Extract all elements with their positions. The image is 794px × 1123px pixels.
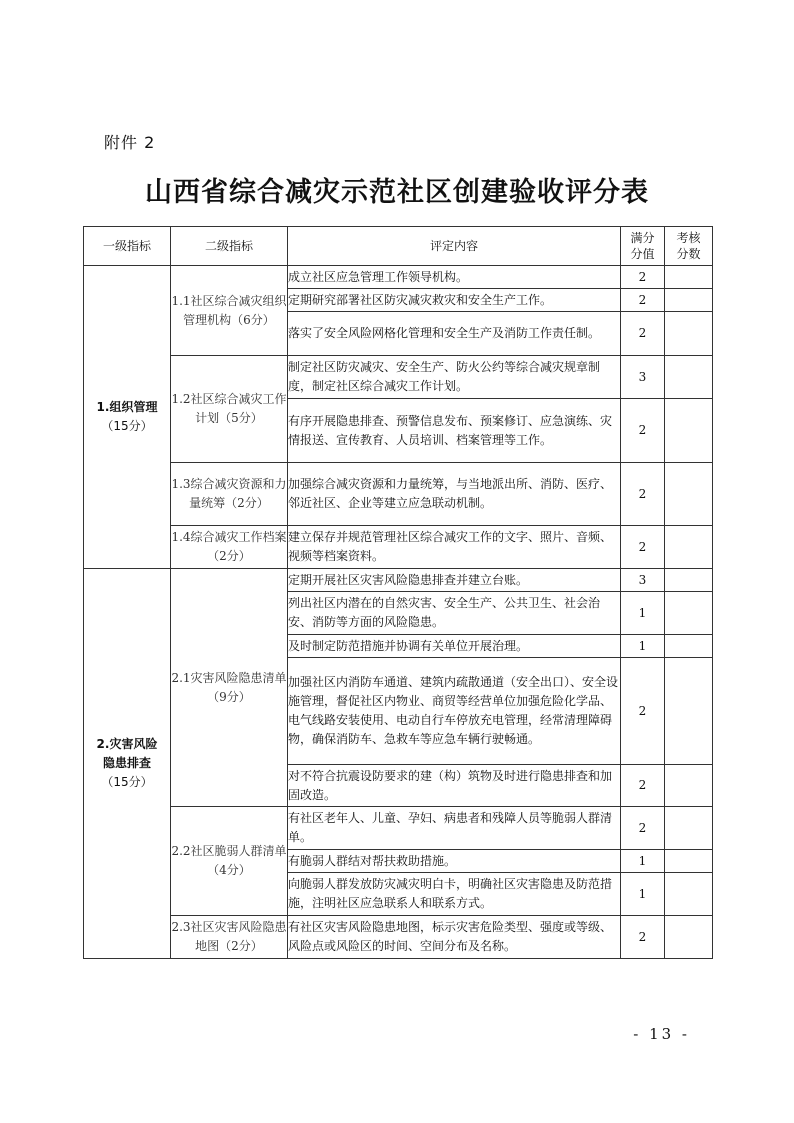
document-title: 山西省综合减灾示范社区创建验收评分表 bbox=[145, 177, 649, 208]
attachment-label: 附件 2 bbox=[104, 133, 156, 152]
criteria-content: 有序开展隐患排查、预警信息发布、预案修订、应急演练、灾情报送、宣传教育、人员培训、档案管理等工作。 bbox=[288, 399, 621, 463]
level2-indicator: 2.3社区灾害风险隐患地图（2分） bbox=[171, 916, 288, 959]
table-header-row bbox=[84, 227, 713, 266]
criteria-content: 建立保存并规范管理社区综合减灾工作的文字、照片、音频、视频等档案资料。 bbox=[288, 526, 621, 569]
criteria-content: 向脆弱人群发放防灾减灾明白卡，明确社区灾害隐患及防范措施，注明社区应急联系人和联系方式。 bbox=[288, 873, 621, 916]
table-row bbox=[84, 569, 713, 592]
criteria-content: 定期研究部署社区防灾减灾救灾和安全生产工作。 bbox=[288, 289, 621, 312]
max-score-cell: 3 bbox=[621, 356, 665, 399]
header-assessment-line1: 考核 bbox=[676, 231, 701, 245]
max-score-cell: 2 bbox=[621, 807, 665, 850]
criteria-content: 加强综合减灾资源和力量统筹，与当地派出所、消防、医疗、邻近社区、企业等建立应急联动机制。 bbox=[288, 463, 621, 526]
criteria-content: 落实了安全风险网格化管理和安全生产及消防工作责任制。 bbox=[288, 312, 621, 356]
assessment-score-cell[interactable] bbox=[665, 399, 713, 463]
level2-indicator: 2.1灾害风险隐患清单（9分） bbox=[171, 569, 288, 807]
criteria-content: 有脆弱人群结对帮扶救助措施。 bbox=[288, 850, 621, 873]
criteria-content: 对不符合抗震设防要求的建（构）筑物及时进行隐患排查和加固改造。 bbox=[288, 765, 621, 807]
level1-score: （15分） bbox=[101, 775, 153, 789]
max-score-cell: 2 bbox=[621, 658, 665, 765]
assessment-score-cell[interactable] bbox=[665, 266, 713, 289]
header-level2: 二级指标 bbox=[171, 227, 288, 266]
criteria-content: 定期开展社区灾害风险隐患排查并建立台账。 bbox=[288, 569, 621, 592]
level1-label: 2.灾害风险隐患排查 bbox=[96, 737, 158, 770]
assessment-score-cell[interactable] bbox=[665, 592, 713, 635]
criteria-content: 有社区老年人、儿童、孕妇、病患者和残障人员等脆弱人群清单。 bbox=[288, 807, 621, 850]
level1-score: （15分） bbox=[101, 419, 153, 433]
max-score-cell: 2 bbox=[621, 526, 665, 569]
table-row bbox=[84, 807, 713, 850]
max-score-cell: 2 bbox=[621, 765, 665, 807]
header-max-score-line1: 满分 bbox=[630, 231, 655, 245]
level2-indicator: 1.3综合减灾资源和力量统筹（2分） bbox=[171, 463, 288, 526]
level2-indicator: 1.4综合减灾工作档案（2分） bbox=[171, 526, 288, 569]
assessment-score-cell[interactable] bbox=[665, 765, 713, 807]
assessment-score-cell[interactable] bbox=[665, 312, 713, 356]
header-max-score bbox=[621, 227, 665, 266]
level2-indicator: 1.1社区综合减灾组织管理机构（6分） bbox=[171, 266, 288, 356]
table-row bbox=[84, 463, 713, 526]
max-score-cell: 3 bbox=[621, 569, 665, 592]
table-row bbox=[84, 916, 713, 959]
assessment-score-cell[interactable] bbox=[665, 916, 713, 959]
assessment-score-cell[interactable] bbox=[665, 526, 713, 569]
assessment-score-cell[interactable] bbox=[665, 569, 713, 592]
assessment-score-cell[interactable] bbox=[665, 289, 713, 312]
header-max-score-line2: 分值 bbox=[630, 247, 655, 261]
assessment-score-cell[interactable] bbox=[665, 635, 713, 658]
level1-indicator bbox=[84, 569, 171, 959]
assessment-score-cell[interactable] bbox=[665, 356, 713, 399]
max-score-cell: 2 bbox=[621, 463, 665, 526]
level2-indicator: 1.2社区综合减灾工作计划（5分） bbox=[171, 356, 288, 463]
header-content: 评定内容 bbox=[288, 227, 621, 266]
criteria-content: 列出社区内潜在的自然灾害、安全生产、公共卫生、社会治安、消防等方面的风险隐患。 bbox=[288, 592, 621, 635]
max-score-cell: 2 bbox=[621, 312, 665, 356]
table-row bbox=[84, 356, 713, 399]
assessment-score-cell[interactable] bbox=[665, 850, 713, 873]
max-score-cell: 2 bbox=[621, 266, 665, 289]
max-score-cell: 2 bbox=[621, 289, 665, 312]
header-assessment-line2: 分数 bbox=[676, 247, 701, 261]
assessment-score-cell[interactable] bbox=[665, 658, 713, 765]
max-score-cell: 1 bbox=[621, 850, 665, 873]
criteria-content: 有社区灾害风险隐患地图，标示灾害危险类型、强度或等级、风险点或风险区的时间、空间分布及名称。 bbox=[288, 916, 621, 959]
max-score-cell: 1 bbox=[621, 635, 665, 658]
level2-indicator: 2.2社区脆弱人群清单（4分） bbox=[171, 807, 288, 916]
criteria-content: 成立社区应急管理工作领导机构。 bbox=[288, 266, 621, 289]
criteria-content: 制定社区防灾减灾、安全生产、防火公约等综合减灾规章制度，制定社区综合减灾工作计划。 bbox=[288, 356, 621, 399]
header-assessment bbox=[665, 227, 713, 266]
header-level1: 一级指标 bbox=[84, 227, 171, 266]
criteria-content: 加强社区内消防车通道、建筑内疏散通道（安全出口）、安全设施管理，督促社区内物业、商贸等经营单位加强危险化学品、电气线路安装使用、电动自行车停放充电管理，经常清理障碍物，确保消防车、急救车等应急车辆行驶畅通。 bbox=[288, 658, 621, 765]
table-row bbox=[84, 526, 713, 569]
level1-indicator bbox=[84, 266, 171, 569]
max-score-cell: 1 bbox=[621, 592, 665, 635]
criteria-content: 及时制定防范措施并协调有关单位开展治理。 bbox=[288, 635, 621, 658]
assessment-score-cell[interactable] bbox=[665, 873, 713, 916]
assessment-score-cell[interactable] bbox=[665, 807, 713, 850]
max-score-cell: 2 bbox=[621, 399, 665, 463]
level1-label: 1.组织管理 bbox=[96, 400, 158, 414]
table-row bbox=[84, 266, 713, 289]
max-score-cell: 1 bbox=[621, 873, 665, 916]
max-score-cell: 2 bbox=[621, 916, 665, 959]
page-number: - 13 - bbox=[633, 1025, 690, 1043]
table-body bbox=[84, 266, 713, 959]
scoring-table bbox=[83, 226, 713, 959]
assessment-score-cell[interactable] bbox=[665, 463, 713, 526]
